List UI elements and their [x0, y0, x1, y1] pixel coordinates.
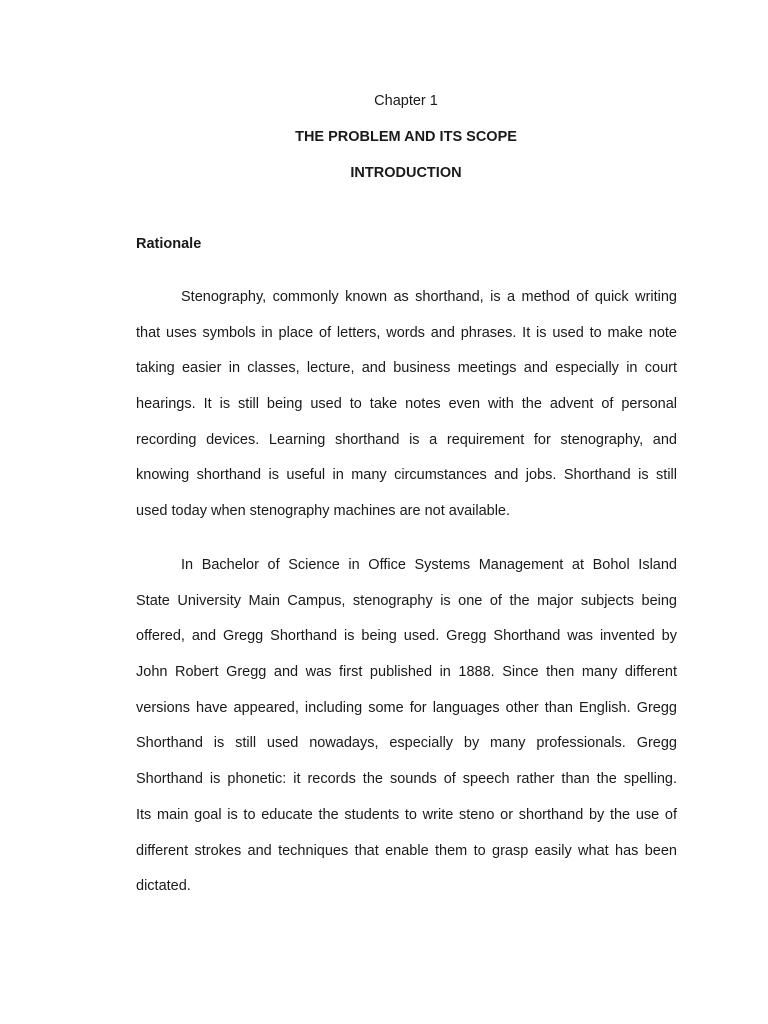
paragraph-line: recording devices. Learning shorthand is a requirement for stenography, and — [136, 431, 677, 448]
paragraph-line: John Robert Gregg and was first published in 1888. Since then many different — [136, 664, 677, 681]
paragraph-line: State University Main Campus, stenography is one of the major subjects being — [136, 592, 677, 609]
paragraph-line: used today when stenography machines are not available. — [136, 503, 511, 520]
subsection-heading-rationale: Rationale — [136, 236, 202, 252]
paragraph-line: taking easier in classes, lecture, and business meetings and especially in court — [136, 360, 677, 377]
chapter-label: Chapter 1 — [374, 93, 438, 109]
paragraph-line: Shorthand is phonetic: it records the sounds of speech rather than the spelling. — [136, 771, 677, 788]
paragraph-line: knowing shorthand is useful in many circumstances and jobs. Shorthand is still — [136, 467, 677, 484]
paragraph-1 — [136, 280, 677, 530]
paragraph-2 — [136, 548, 677, 905]
paragraph-line: offered, and Gregg Shorthand is being used. Gregg Shorthand was invented by — [136, 628, 677, 645]
paragraph-line: that uses symbols in place of letters, words and phrases. It is used to make note — [136, 324, 677, 341]
paragraph-line: In Bachelor of Science in Office Systems Management at Bohol Island — [181, 557, 677, 573]
section-heading-introduction: INTRODUCTION — [350, 165, 462, 181]
paragraph-line: Shorthand is still used nowadays, especially by many professionals. Gregg — [136, 735, 677, 752]
paragraph-line: Stenography, commonly known as shorthand, is a method of quick writing — [181, 289, 677, 305]
paragraph-line: dictated. — [136, 878, 191, 895]
paragraph-line: Its main goal is to educate the students to write steno or shorthand by the use of — [136, 806, 677, 823]
paragraph-line: versions have appeared, including some for languages other than English. Gregg — [136, 699, 677, 716]
paragraph-line: different strokes and techniques that enable them to grasp easily what has been — [136, 842, 677, 859]
chapter-title: THE PROBLEM AND ITS SCOPE — [295, 129, 517, 145]
paragraph-line: hearings. It is still being used to take notes even with the advent of personal — [136, 396, 677, 413]
